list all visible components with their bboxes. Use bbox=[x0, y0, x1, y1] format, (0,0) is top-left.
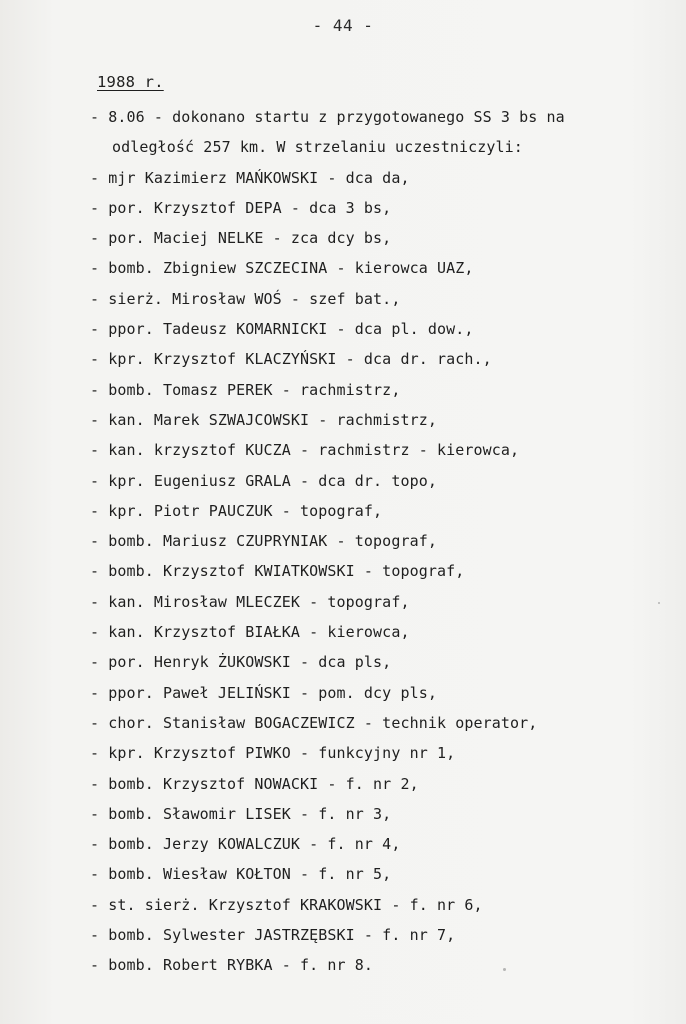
participant-line: - bomb. Wiesław KOŁTON - f. nr 5, bbox=[90, 865, 392, 884]
year-heading: 1988 r. bbox=[97, 73, 164, 91]
entry-list bbox=[90, 104, 650, 983]
paper-mark bbox=[503, 968, 506, 971]
participant-line: - bomb. Mariusz CZUPRYNIAK - topograf, bbox=[90, 532, 437, 551]
participant-line: - bomb. Robert RYBKA - f. nr 8. bbox=[90, 956, 374, 975]
participant-line: - kpr. Krzysztof PIWKO - funkcyjny nr 1, bbox=[90, 744, 456, 763]
participant-line: - bomb. Tomasz PEREK - rachmistrz, bbox=[90, 380, 401, 399]
participant-line: - ppor. Tadeusz KOMARNICKI - dca pl. dow., bbox=[90, 320, 474, 339]
participant-line: - kan. Mirosław MLECZEK - topograf, bbox=[90, 592, 410, 611]
participant-line: - por. Krzysztof DEPA - dca 3 bs, bbox=[90, 198, 392, 217]
participant-line: - mjr Kazimierz MAŃKOWSKI - dca da, bbox=[90, 168, 410, 187]
participant-line: - bomb. Sławomir LISEK - f. nr 3, bbox=[90, 804, 392, 823]
participant-line: - kpr. Eugeniusz GRALA - dca dr. topo, bbox=[90, 471, 437, 490]
entry-line-continuation: odległość 257 km. W strzelaniu uczestniczyli: bbox=[112, 138, 523, 157]
participant-line: - chor. Stanisław BOGACZEWICZ - technik operator, bbox=[90, 713, 538, 732]
participant-line: - kan. krzysztof KUCZA - rachmistrz - kierowca, bbox=[90, 441, 520, 460]
participant-line: - kan. Marek SZWAJCOWSKI - rachmistrz, bbox=[90, 410, 437, 429]
participant-line: - bomb. Sylwester JASTRZĘBSKI - f. nr 7, bbox=[90, 926, 456, 945]
participant-line: - bomb. Zbigniew SZCZECINA - kierowca UAZ, bbox=[90, 259, 474, 278]
participant-line: - kpr. Krzysztof KLACZYŃSKI - dca dr. rach., bbox=[90, 350, 492, 369]
paper-mark bbox=[658, 602, 660, 604]
participant-line: - st. sierż. Krzysztof KRAKOWSKI - f. nr 6, bbox=[90, 895, 483, 914]
participant-line: - bomb. Krzysztof NOWACKI - f. nr 2, bbox=[90, 774, 419, 793]
participant-line: - bomb. Jerzy KOWALCZUK - f. nr 4, bbox=[90, 835, 401, 854]
participant-line: - kpr. Piotr PAUCZUK - topograf, bbox=[90, 501, 383, 520]
page-number: - 44 - bbox=[312, 16, 374, 35]
participant-line: - kan. Krzysztof BIAŁKA - kierowca, bbox=[90, 623, 410, 642]
participant-line: - por. Henryk ŻUKOWSKI - dca pls, bbox=[90, 653, 392, 672]
entry-line: - 8.06 - dokonano startu z przygotowanego SS 3 bs na bbox=[90, 108, 565, 126]
participant-line: - ppor. Paweł JELIŃSKI - pom. dcy pls, bbox=[90, 683, 437, 702]
participant-line: - bomb. Krzysztof KWIATKOWSKI - topograf, bbox=[90, 562, 465, 581]
participant-line: - sierż. Mirosław WOŚ - szef bat., bbox=[90, 289, 401, 308]
participant-line: - por. Maciej NELKE - zca dcy bs, bbox=[90, 229, 392, 248]
